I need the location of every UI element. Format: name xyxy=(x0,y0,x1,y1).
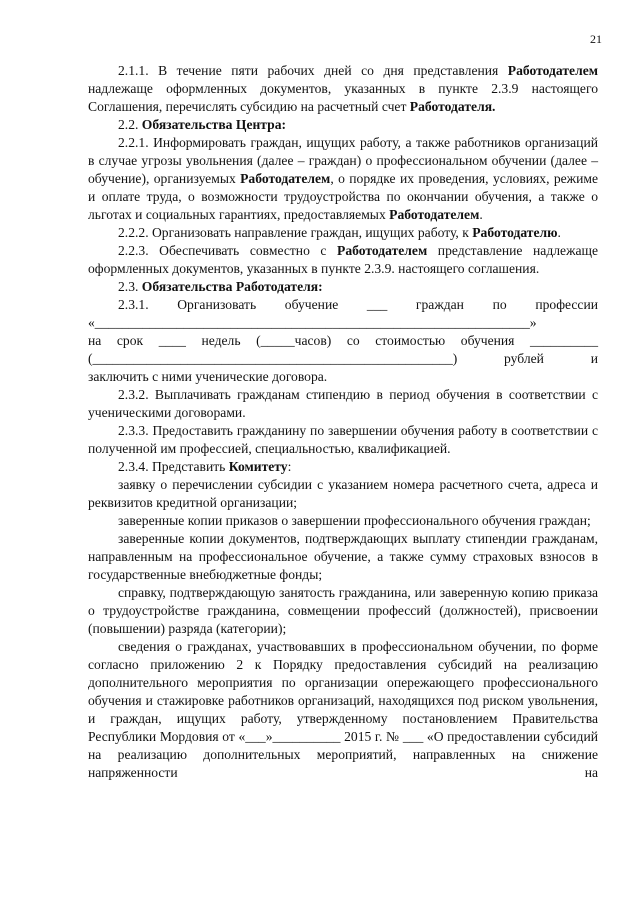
bold-text: Работодателем xyxy=(337,243,428,258)
text: 2.1.1. В течение пяти рабочих дней со дня представления xyxy=(118,63,508,78)
text: 2.3.4. Представить xyxy=(118,459,229,474)
paragraph xyxy=(88,368,598,386)
document-body xyxy=(88,62,598,782)
paragraph xyxy=(88,62,598,116)
bold-text: Работодателем xyxy=(507,63,598,78)
paragraph xyxy=(88,116,598,134)
text: 2.3. xyxy=(118,279,142,294)
paragraph xyxy=(88,638,598,782)
bold-text: Работодателем xyxy=(389,207,480,222)
bold-text: Обязательства Работодателя: xyxy=(141,279,323,294)
text: заверенные копии документов, подтверждающих выплату стипендии гражданам, направленным на профессиональное обучение, а также сумму страховых взносов в государственные внебюджетные фонды; xyxy=(88,531,598,582)
bold-text: Комитету xyxy=(228,459,288,474)
text: 2.2.3. Обеспечивать совместно с xyxy=(118,243,338,258)
paragraph xyxy=(88,242,598,278)
bold-text: Обязательства Центра: xyxy=(141,117,287,132)
text: . xyxy=(479,207,483,222)
text: справку, подтверждающую занятость гражданина, или заверенную копию приказа о трудоустройстве гражданина, совмещении профессий (должностей), присвоении (повышении) разряда (категории); xyxy=(88,585,598,636)
text: заявку о перечислении субсидии с указанием номера расчетного счета, адреса и реквизитов кредитной организации; xyxy=(88,477,598,510)
text: 2.2.2. Организовать направление граждан, ищущих работу, к xyxy=(118,225,473,240)
text: 2.3.2. Выплачивать гражданам стипендию в период обучения в соответствии с ученическими договорами. xyxy=(88,387,598,420)
text: 2.3.3. Предоставить гражданину по завершении обучения работу в соответствии с полученной им профессией, специальностью, квалификацией. xyxy=(88,423,598,456)
text: : xyxy=(287,459,292,474)
text: на срок ____ недель (_____часов) со стоимостью обучения __________ xyxy=(88,333,598,348)
bold-text: Работодателя. xyxy=(409,99,496,114)
paragraph xyxy=(88,314,598,332)
paragraph xyxy=(88,224,598,242)
paragraph xyxy=(88,350,598,368)
paragraph xyxy=(88,386,598,422)
paragraph xyxy=(88,278,598,296)
text: заверенные копии приказов о завершении профессионального обучения граждан; xyxy=(118,513,591,528)
paragraph xyxy=(88,530,598,584)
paragraph xyxy=(88,296,598,314)
text: надлежаще оформленных документов, указанных в пункте 2.3.9 настоящего Соглашения, перечислять субсидию на расчетный счет xyxy=(88,81,598,114)
text: (_____________________________________________________) рублей и xyxy=(88,351,598,366)
text: . xyxy=(557,225,561,240)
paragraph xyxy=(88,134,598,224)
page-number: 21 xyxy=(590,32,602,46)
paragraph xyxy=(88,584,598,638)
text: 2.2. xyxy=(118,117,142,132)
paragraph xyxy=(88,512,598,530)
paragraph xyxy=(88,332,598,350)
text: 2.3.1. Организовать обучение ___ граждан по профессии xyxy=(118,297,598,312)
bold-text: Работодателю xyxy=(472,225,558,240)
bold-text: Работодателем xyxy=(240,171,331,186)
text: 2.2.1. Информировать граждан, ищущих работу, а также работников организаций в случае угрозы увольнения (далее – граждан) о профессиональном обучении (далее – обучение), организуемых xyxy=(88,135,598,186)
text: сведения о гражданах, участвовавших в профессиональном обучении, по форме согласно приложению 2 к Порядку предоставления субсидий на реализацию дополнительного мероприятия по организации опережающего профессионального обучения и стажировке работников организаций, находящихся под риском увольнения, и граждан, ищущих работу, утвержденному постановлением Правительства Республики Мордовия от «___»__________ 2015 г. № ___ «О предоставлении субсидий на реализацию дополнительных мероприятий, направленных на снижение напряженности на xyxy=(88,639,598,780)
text: , о порядке их проведения, условиях, режиме и оплате труда, о возможности трудоустройства по окончании обучения, а также о льготах и социальных гарантиях, предоставляемых xyxy=(88,171,598,222)
text: «________________________________________________________________» xyxy=(88,315,537,330)
text: заключить с ними ученические договора. xyxy=(88,369,328,384)
paragraph xyxy=(88,476,598,512)
paragraph xyxy=(88,458,598,476)
text: представление надлежаще оформленных документов, указанных в пункте 2.3.9. настоящего соглашения. xyxy=(88,243,598,276)
paragraph xyxy=(88,422,598,458)
